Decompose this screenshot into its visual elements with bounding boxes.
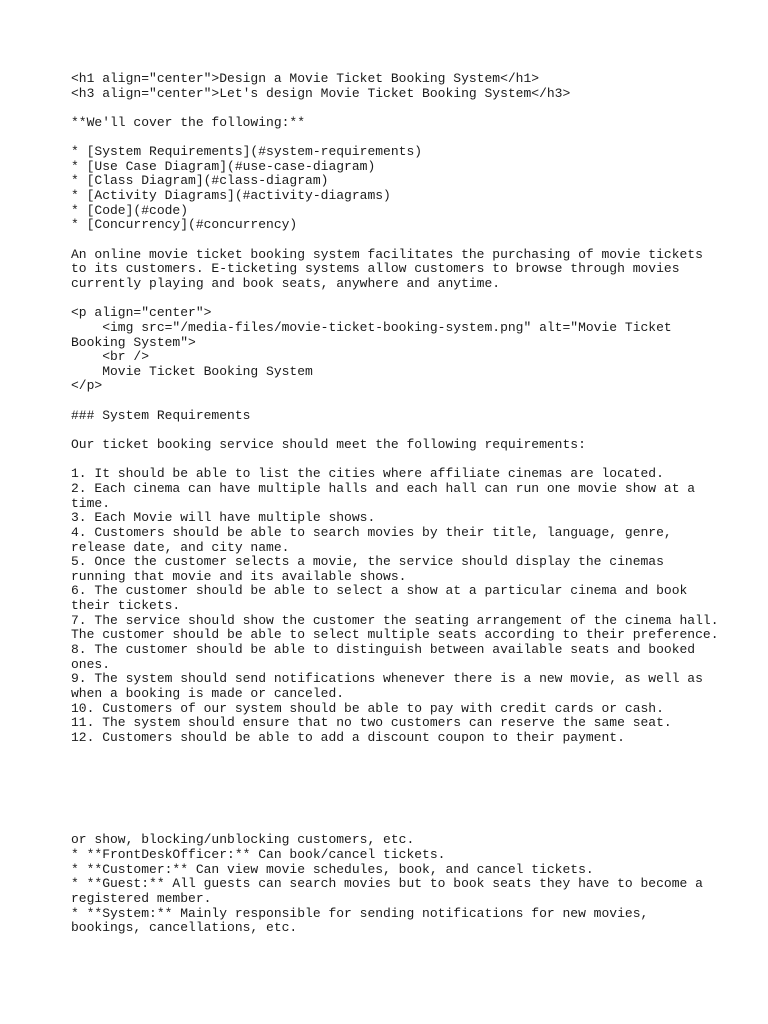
actor-item-line: * **FrontDeskOfficer:** Can book/cancel tickets. [71, 846, 446, 862]
toc-item: * [Class Diagram](#class-diagram) [71, 173, 329, 189]
requirement-item-line: running that movie and its available shows. [71, 568, 407, 584]
requirement-item-line: 10. Customers of our system should be able to pay with credit cards or cash. [71, 700, 664, 716]
requirement-item-line: 4. Customers should be able to search movies by their title, language, genre, [71, 524, 672, 540]
toc-item: * [Use Case Diagram](#use-case-diagram) [71, 158, 376, 174]
h3-markup-line: <h3 align="center">Let's design Movie Ticket Booking System</h3> [71, 85, 571, 101]
image-markup-line: <br /> [71, 349, 150, 365]
toc-item: * [Activity Diagrams](#activity-diagrams) [71, 188, 391, 204]
requirement-item-line: 3. Each Movie will have multiple shows. [71, 510, 376, 526]
blank-line [71, 131, 711, 146]
requirements-intro-line: Our ticket booking service should meet the following requirements: [71, 437, 586, 453]
intro-paragraph-line: to its customers. E-ticketing systems allow customers to browse through movies [71, 261, 680, 277]
requirement-item-line: when a booking is made or canceled. [71, 685, 345, 701]
requirement-item-line: 2. Each cinema can have multiple halls and each hall can run one movie show at a [71, 480, 696, 496]
toc-item: * [Concurrency](#concurrency) [71, 217, 298, 233]
actor-item-line: * **Guest:** All guests can search movies but to book seats they have to become a [71, 876, 703, 892]
blank-line [71, 760, 711, 775]
h1-markup-line: <h1 align="center">Design a Movie Ticket Booking System</h1> [71, 71, 540, 86]
image-markup-line: <img src="/media-files/movie-ticket-booking-system.png" alt="Movie Ticket [71, 319, 672, 335]
blank-line [71, 789, 711, 804]
blank-line [71, 233, 711, 248]
toc-item: * [Code](#code) [71, 202, 189, 218]
requirement-item-line: 9. The system should send notifications whenever there is a new movie, as well as [71, 671, 703, 687]
requirement-item-line: their tickets. [71, 598, 181, 614]
cover-heading-line: **We'll cover the following:** [71, 114, 306, 130]
requirement-item-line: 8. The customer should be able to distinguish between available seats and booked [71, 641, 696, 657]
actor-item-line [71, 936, 711, 951]
requirement-item-line: time. [71, 495, 111, 511]
blank-line [71, 101, 711, 116]
actors-intro-line [71, 804, 711, 819]
section-heading-system-requirements: ### System Requirements [71, 407, 251, 423]
requirement-item-line: 11. The system should ensure that no two customers can reserve the same seat. [71, 715, 672, 731]
image-markup-line: </p> [71, 378, 103, 394]
requirement-item-line: 1. It should be able to list the cities where affiliate cinemas are located. [71, 466, 664, 482]
image-markup-line: <p align="center"> [71, 305, 212, 321]
requirement-item-line: release date, and city name. [71, 539, 290, 555]
blank-line [71, 819, 711, 834]
requirement-item-line: ones. [71, 656, 111, 672]
blank-line [71, 423, 711, 438]
actor-item-line: * **System:** Mainly responsible for sending notifications for new movies, [71, 905, 649, 921]
requirement-item-line: 12. Customers should be able to add a discount coupon to their payment. [71, 729, 625, 745]
image-markup-line: Booking System"> [71, 334, 196, 350]
toc-item: * [System Requirements](#system-requirements) [71, 144, 423, 160]
actor-item-line: registered member. [71, 890, 212, 906]
actor-item-line: bookings, cancellations, etc. [71, 920, 298, 936]
blank-line [71, 394, 711, 409]
blank-line [71, 292, 711, 307]
requirement-item-line: 7. The service should show the customer the seating arrangement of the cinema hall. [71, 612, 719, 628]
requirement-item-line: 6. The customer should be able to select a show at a particular cinema and book [71, 583, 688, 599]
actor-item-line: or show, blocking/unblocking customers, etc. [71, 832, 415, 848]
intro-paragraph-line: An online movie ticket booking system facilitates the purchasing of movie tickets [71, 246, 703, 262]
actor-item-line: * **Customer:** Can view movie schedules, book, and cancel tickets. [71, 861, 594, 877]
section-heading-use-case-diagram [71, 775, 711, 790]
requirement-item-line [71, 745, 711, 760]
requirement-item-line: 5. Once the customer selects a movie, the service should display the cinemas [71, 554, 664, 570]
image-markup-line: Movie Ticket Booking System [71, 363, 313, 379]
document-page [71, 71, 719, 950]
intro-paragraph-line: currently playing and book seats, anywhere and anytime. [71, 275, 501, 291]
blank-line [71, 453, 711, 468]
requirement-item-line: The customer should be able to select multiple seats according to their preference. [71, 627, 719, 643]
